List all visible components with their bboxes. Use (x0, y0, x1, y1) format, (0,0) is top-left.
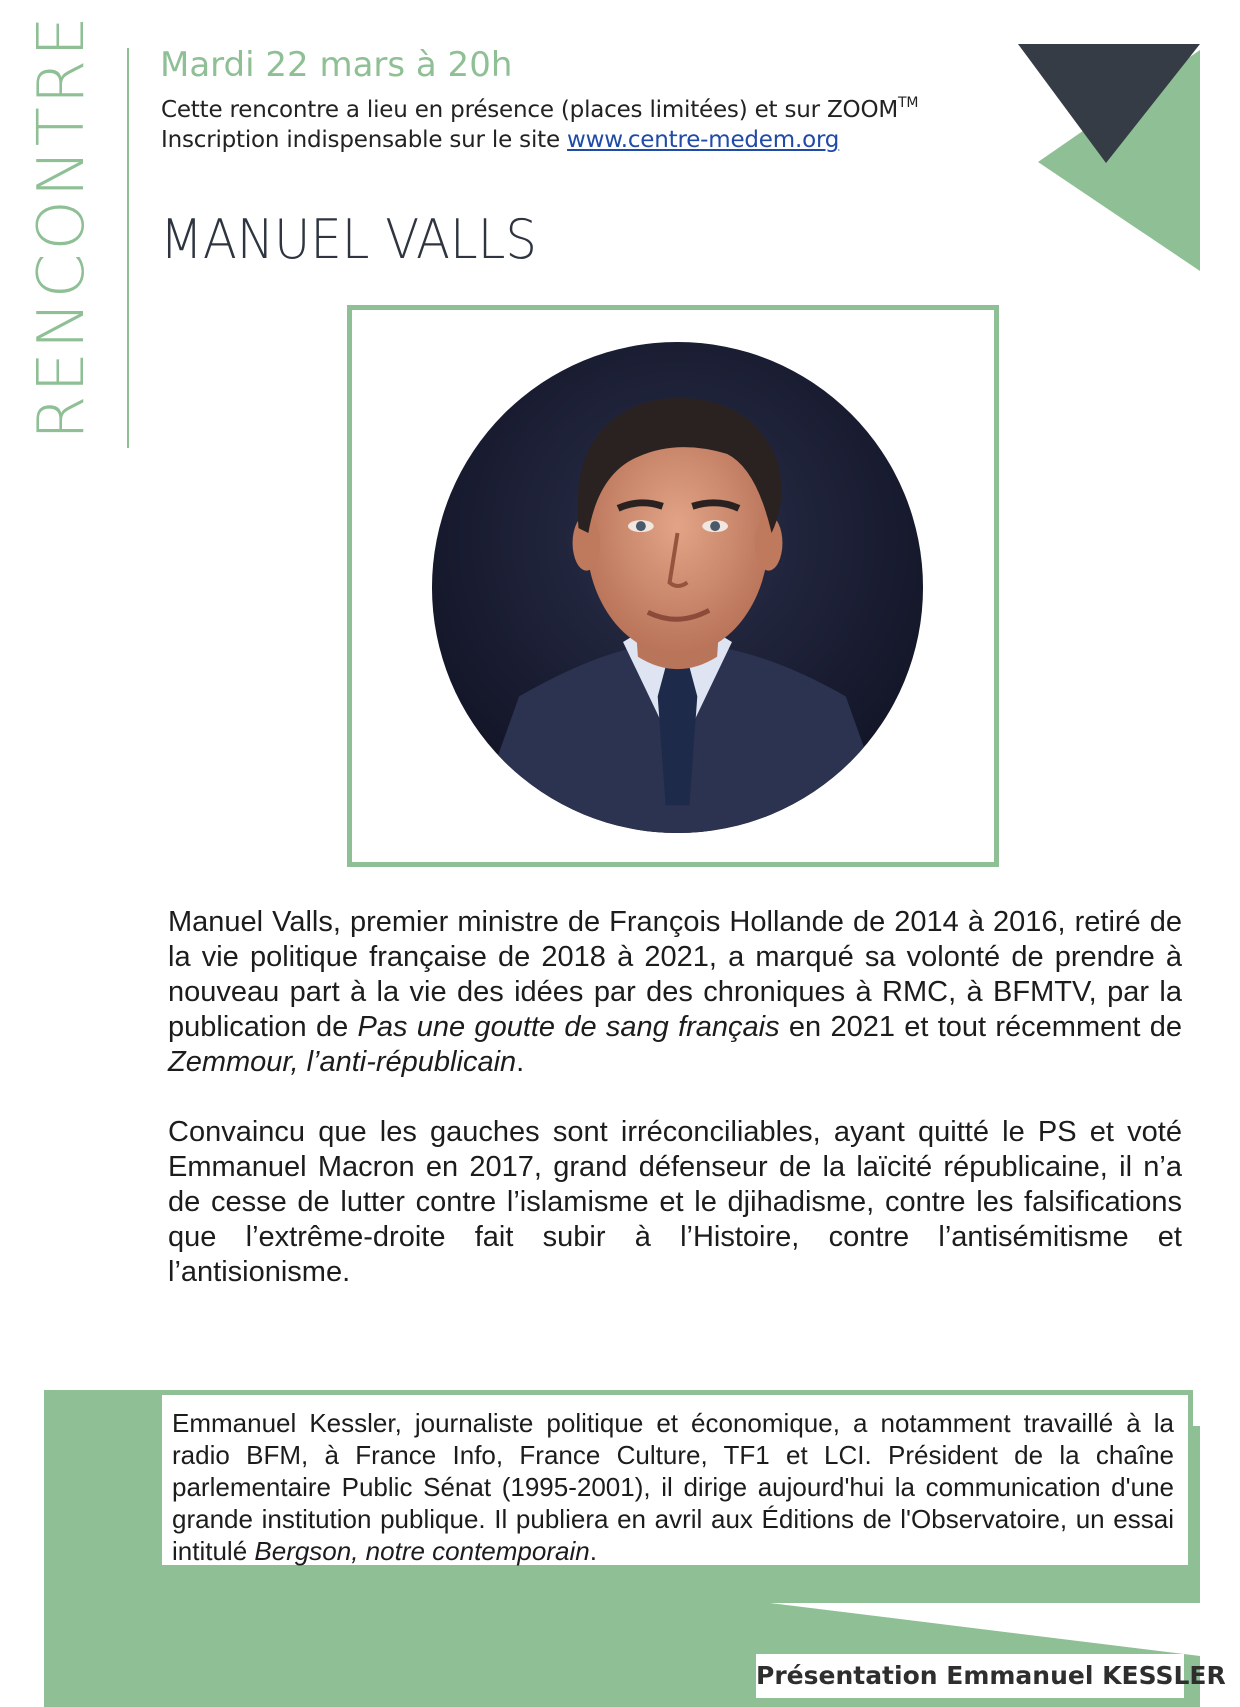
corner-triangles-decoration (1010, 44, 1200, 274)
trademark-symbol: TM (898, 95, 919, 111)
speaker-bio-paragraph-1 (168, 905, 1182, 1080)
bio-text: . (516, 1046, 525, 1078)
registration-info (161, 127, 839, 153)
side-label: RENCONTRE (25, 13, 99, 440)
attendance-info (161, 95, 918, 123)
presenter-bio-text: Emmanuel Kessler, journaliste politique et économique, a notamment travaillé à la radio BFM, à France Info, France Culture, TF1 et LCI. Président de la chaîne parlementaire Public Sénat (1995-2001), il dirige aujourd'hui la communication d'une grande institution publique. Il publiera en avril aux Éditions de l'Observatoire, un essai intitulé (172, 1408, 1174, 1566)
website-link[interactable]: www.centre-medem.org (567, 127, 840, 153)
presenter-label: Présentation Emmanuel KESSLER (756, 1654, 1184, 1698)
presenter-bio-box (157, 1390, 1193, 1570)
book-title: Pas une goutte de sang français (357, 1011, 780, 1043)
registration-text: Inscription indispensable sur le site (161, 127, 568, 153)
bio-text: Manuel Valls, premier ministre de François Hollande de 2014 à 2016, retiré de la vie politique française de 2018 à 2021, a marqué sa volonté de prendre à nouveau part à la vie des idées par des chroniques à RMC, à BFMTV, par la publication de (168, 906, 1182, 1043)
speaker-name: MANUEL VALLS (160, 208, 537, 271)
presenter-bio-text: . (589, 1536, 597, 1566)
speaker-bio-paragraph-2: Convaincu que les gauches sont irréconciliables, ayant quitté le PS et voté Emmanuel Macron en 2017, grand défenseur de la laïcité républicaine, il n’a de cesse de lutter contre l’islamisme et le djihadisme, contre les falsifications que l’extrême-droite fait subir à l’Histoire, contre l’antisémitisme et l’antisionisme. (168, 1116, 1182, 1288)
bio-text: en 2021 et tout récemment de (779, 1011, 1182, 1043)
speaker-portrait (430, 340, 925, 835)
event-date: Mardi 22 mars à 20h (160, 45, 513, 85)
attendance-text: Cette rencontre a lieu en présence (places limitées) et sur ZOOM (161, 97, 899, 123)
book-title: Bergson, notre contemporain (254, 1536, 590, 1566)
vertical-divider (127, 48, 129, 448)
book-title: Zemmour, l’anti-républicain (168, 1046, 517, 1078)
